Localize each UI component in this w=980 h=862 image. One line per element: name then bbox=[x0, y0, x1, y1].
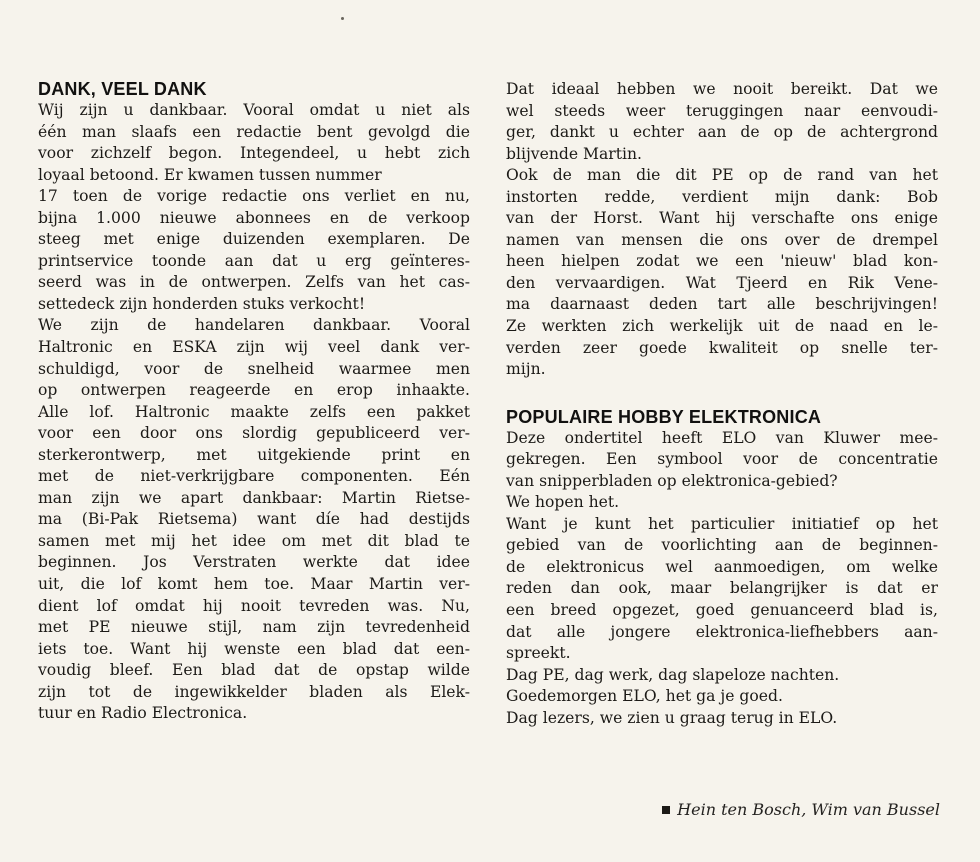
text-line: Dat ideaal hebben we nooit bereikt. Dat we bbox=[506, 80, 938, 98]
text-line: dient lof omdat hij nooit tevreden was. Nu, bbox=[38, 596, 470, 615]
text-line: settedeck zijn honderden stuks verkocht! bbox=[38, 294, 366, 313]
text-line: man zijn we apart dankbaar: Martin Rietse- bbox=[38, 488, 470, 507]
text-line: uit, die lof komt hem toe. Maar Martin ver- bbox=[38, 575, 470, 594]
text-line: samen met mij het idee om met dit blad te bbox=[38, 531, 470, 550]
text-line: namen van mensen die ons over de drempel bbox=[506, 230, 938, 249]
text-line: We zijn de handelaren dankbaar. Vooral bbox=[38, 316, 470, 335]
text-line: instorten redde, verdient mijn dank: Bob bbox=[506, 187, 938, 206]
text-line: Goedemorgen ELO, het ga je goed. bbox=[506, 687, 783, 706]
text-line: Wij zijn u dankbaar. Vooral omdat u niet als bbox=[38, 101, 470, 119]
text-line: wel steeds weer teruggingen naar eenvoudi- bbox=[506, 101, 938, 120]
byline-text: Hein ten Bosch, Wim van Bussel bbox=[677, 800, 940, 819]
author-byline bbox=[662, 800, 940, 819]
text-line: met de niet-verkrijgbare componenten. Eén bbox=[38, 467, 470, 486]
right-body-intro bbox=[506, 79, 938, 381]
text-line: spreekt. bbox=[506, 644, 571, 663]
text-line: de elektronicus wel aanmoedigen, om welke bbox=[506, 557, 938, 576]
text-line: Dag lezers, we zien u graag terug in ELO. bbox=[506, 708, 838, 727]
text-line: den vervaardigen. Wat Tjeerd en Rik Vene- bbox=[506, 273, 938, 292]
text-line: blijvende Martin. bbox=[506, 144, 643, 163]
text-line: gebied van de voorlichting aan de beginnen- bbox=[506, 536, 938, 555]
text-line: ma daarnaast deden tart alle beschrijvingen! bbox=[506, 295, 938, 314]
section-heading-populaire: POPULAIRE HOBBY ELEKTRONICA bbox=[506, 406, 822, 427]
text-line: iets toe. Want hij wenste een blad dat een- bbox=[38, 639, 470, 658]
text-line: We hopen het. bbox=[506, 493, 620, 512]
section-heading-dank: DANK, VEEL DANK bbox=[38, 79, 207, 99]
text-line: Deze ondertitel heeft ELO van Kluwer mee- bbox=[506, 428, 938, 447]
text-line: 17 toen de vorige redactie ons verliet en nu, bbox=[38, 187, 470, 206]
text-line: met PE nieuwe stijl, nam zijn tevredenheid bbox=[38, 618, 470, 637]
text-line: Haltronic en ESKA zijn wij veel dank ver- bbox=[38, 338, 470, 357]
text-line: ma (Bi-Pak Rietsema) want díe had destijds bbox=[38, 510, 470, 529]
text-line: Want je kunt het particulier initiatief op het bbox=[506, 514, 938, 533]
left-column bbox=[38, 79, 470, 725]
text-line: ger, dankt u echter aan de op de achtergrond bbox=[506, 123, 938, 142]
text-line: zijn tot de ingewikkelder bladen als Elek- bbox=[38, 682, 470, 701]
text-line: sterkerontwerp, met uitgekiende print en bbox=[38, 445, 470, 464]
right-column bbox=[506, 79, 938, 729]
text-line: Ook de man die dit PE op de rand van het bbox=[506, 166, 938, 185]
text-line: voor zichzelf begon. Integendeel, u hebt zich bbox=[38, 144, 470, 163]
text-line: Alle lof. Haltronic maakte zelfs een pakket bbox=[38, 402, 470, 421]
text-line: voor een door ons slordig gepubliceerd ver- bbox=[38, 424, 470, 443]
left-body bbox=[38, 100, 470, 725]
paper-speck bbox=[341, 17, 344, 20]
text-line: heen hielpen zodat we een 'nieuw' blad kon- bbox=[506, 252, 938, 271]
text-line: Dag PE, dag werk, dag slapeloze nachten. bbox=[506, 665, 840, 684]
text-line: van der Horst. Want hij verschafte ons enige bbox=[506, 209, 938, 228]
square-bullet-icon bbox=[662, 806, 670, 814]
text-line: Ze werkten zich werkelijk uit de naad en le- bbox=[506, 317, 938, 336]
text-line: één man slaafs een redactie bent gevolgd die bbox=[38, 122, 470, 141]
text-line: op ontwerpen reageerde en erop inhaakte. bbox=[38, 381, 470, 400]
text-line: verden zeer goede kwaliteit op snelle ter- bbox=[506, 338, 938, 357]
text-line: bijna 1.000 nieuwe abonnees en de verkoop bbox=[38, 208, 470, 227]
text-line: beginnen. Jos Verstraten werkte dat idee bbox=[38, 553, 470, 572]
text-line: mijn. bbox=[506, 360, 546, 379]
text-line: van snipperbladen op elektronica-gebied? bbox=[506, 471, 838, 490]
text-line: schuldigd, voor de snelheid waarmee men bbox=[38, 359, 470, 378]
text-line: gekregen. Een symbool voor de concentratie bbox=[506, 450, 938, 469]
text-line: steeg met enige duizenden exemplaren. De bbox=[38, 230, 470, 249]
text-line: voudig bleef. Een blad dat de opstap wilde bbox=[38, 661, 470, 680]
text-line: seerd was in de ontwerpen. Zelfs van het cas- bbox=[38, 273, 470, 292]
text-line: reden dan ook, maar belangrijker is dat er bbox=[506, 579, 938, 598]
text-line: tuur en Radio Electronica. bbox=[38, 704, 248, 723]
text-line: een breed opgezet, goed genuanceerd blad is, bbox=[506, 601, 938, 620]
text-line: dat alle jongere elektronica-liefhebbers aan- bbox=[506, 622, 938, 641]
right-body-elo bbox=[506, 428, 938, 730]
text-line: loyaal betoond. Er kwamen tussen nummer bbox=[38, 165, 382, 184]
text-line: printservice toonde aan dat u erg geïnteres- bbox=[38, 251, 470, 270]
